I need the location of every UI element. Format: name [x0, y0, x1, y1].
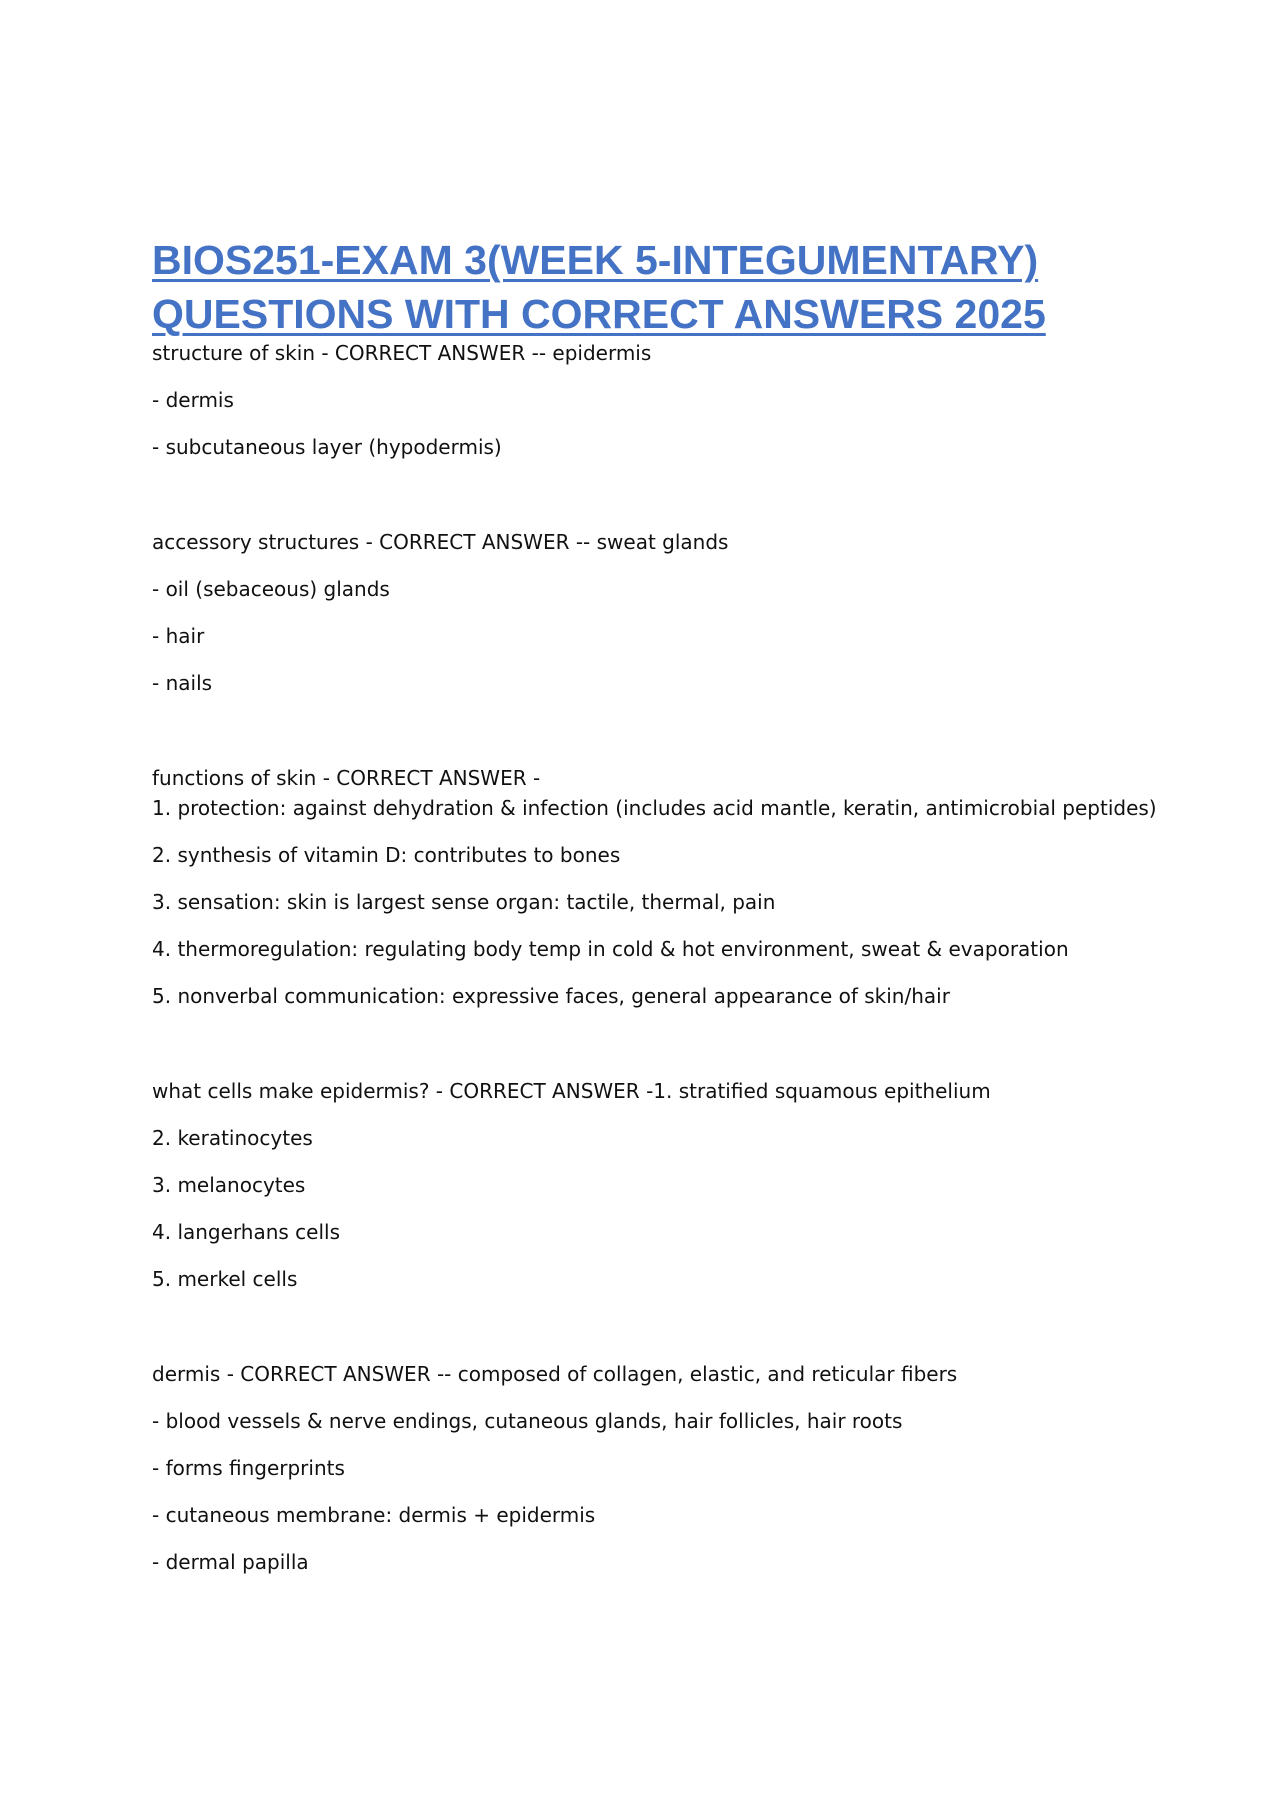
answer-item: - dermal papilla: [152, 1550, 309, 1574]
answer-item: - hair: [152, 624, 205, 648]
qa-block-dermis: [152, 1362, 1152, 1574]
question-line: accessory structures - CORRECT ANSWER -- sweat glands: [152, 530, 729, 554]
answer-item: - cutaneous membrane: dermis + epidermis: [152, 1503, 596, 1527]
qa-block-structure-of-skin: [152, 341, 1152, 459]
answer-item: 2. keratinocytes: [152, 1126, 313, 1150]
document-title: [152, 233, 1152, 341]
answer-item: - blood vessels & nerve endings, cutaneous glands, hair follicles, hair roots: [152, 1409, 903, 1433]
answer-item: 5. merkel cells: [152, 1267, 298, 1291]
answer-item: 4. langerhans cells: [152, 1220, 341, 1244]
document-page: [152, 233, 1157, 1574]
answer-item: 1. protection: against dehydration & infection (includes acid mantle, keratin, antimicrobial peptides): [152, 796, 1157, 820]
answer-item: - oil (sebaceous) glands: [152, 577, 390, 601]
answer-item: 4. thermoregulation: regulating body temp in cold & hot environment, sweat & evaporation: [152, 937, 1069, 961]
question-line: structure of skin - CORRECT ANSWER -- epidermis: [152, 341, 652, 365]
answer-item: 3. sensation: skin is largest sense organ: tactile, thermal, pain: [152, 890, 776, 914]
answer-item: - subcutaneous layer (hypodermis): [152, 435, 502, 459]
answer-item: - dermis: [152, 388, 234, 412]
title-line-1: BIOS251-EXAM 3(WEEK 5-INTEGUMENTARY): [152, 237, 1039, 283]
question-line: what cells make epidermis? - CORRECT ANSWER -1. stratified squamous epithelium: [152, 1079, 991, 1103]
question-line: dermis - CORRECT ANSWER -- composed of collagen, elastic, and reticular fibers: [152, 1362, 958, 1386]
answer-item: 5. nonverbal communication: expressive faces, general appearance of skin/hair: [152, 984, 950, 1008]
qa-block-accessory-structures: [152, 530, 1152, 695]
question-line: functions of skin - CORRECT ANSWER -: [152, 766, 541, 790]
answer-item: 3. melanocytes: [152, 1173, 306, 1197]
qa-block-functions-of-skin: [152, 766, 1157, 1008]
title-line-2: QUESTIONS WITH CORRECT ANSWERS 2025: [152, 291, 1046, 337]
qa-block-epidermis-cells: [152, 1079, 1152, 1291]
answer-item: - forms fingerprints: [152, 1456, 345, 1480]
answer-item: 2. synthesis of vitamin D: contributes to bones: [152, 843, 621, 867]
answer-item: - nails: [152, 671, 213, 695]
